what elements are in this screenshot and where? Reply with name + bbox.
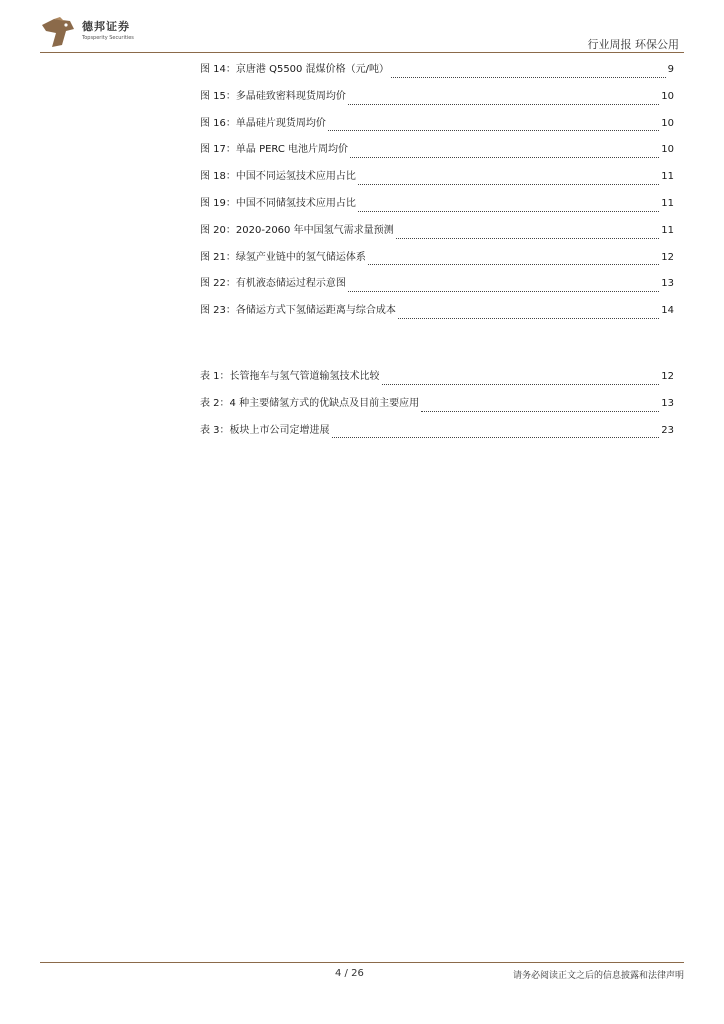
logo-mark-icon — [40, 15, 76, 51]
toc-entry-label: 图 20：2020-2060 年中国氢气需求量预测 — [200, 224, 394, 236]
toc-leader-dots — [348, 104, 659, 105]
toc-entry-label: 图 18：中国不同运氢技术应用占比 — [200, 171, 356, 183]
toc-entry[interactable] — [200, 114, 674, 141]
toc-entry[interactable] — [200, 140, 674, 167]
toc-leader-dots — [358, 184, 659, 185]
toc-entry[interactable] — [200, 367, 674, 394]
toc-entry-page: 11 — [661, 224, 674, 236]
toc-leader-dots — [368, 264, 659, 265]
toc-entry-label: 图 14：京唐港 Q5500 混煤价格（元/吨） — [200, 64, 389, 75]
toc-entry[interactable] — [200, 221, 674, 248]
toc-entry-label: 表 1：长管拖车与氢气管道输氢技术比较 — [200, 371, 380, 382]
toc-leader-dots — [382, 384, 660, 385]
toc-entry-page: 10 — [661, 117, 674, 129]
toc-entry-page: 9 — [667, 64, 674, 75]
toc-entry-page: 12 — [661, 251, 674, 263]
toc-leader-dots — [328, 130, 659, 131]
figure-list — [200, 60, 674, 328]
toc-entry[interactable] — [200, 87, 674, 114]
toc-entry-label: 图 19：中国不同储氢技术应用占比 — [200, 197, 356, 209]
toc-entry[interactable] — [200, 194, 674, 221]
table-list — [200, 367, 674, 447]
legal-disclaimer: 请务必阅读正文之后的信息披露和法律声明 — [512, 971, 684, 981]
toc-entry-label: 图 17：单晶 PERC 电池片周均价 — [200, 144, 349, 156]
toc-entry-label: 表 2：4 种主要储氢方式的优缺点及目前主要应用 — [200, 397, 420, 409]
toc-entry[interactable] — [200, 394, 674, 421]
brand-name-cn: 德邦证券 — [82, 20, 130, 33]
company-logo — [40, 15, 150, 51]
toc-entry-label: 图 22：有机液态储运过程示意图 — [200, 278, 346, 290]
toc-entry-label: 图 16：单晶硅片现货周均价 — [200, 117, 326, 129]
toc-entry-page: 10 — [661, 90, 674, 102]
page-number: 4 / 26 — [335, 968, 364, 979]
toc-leader-dots — [348, 291, 659, 292]
toc-entry-page: 23 — [661, 424, 674, 436]
toc-leader-dots — [398, 318, 659, 319]
report-tag: 行业周报 环保公用 — [587, 38, 679, 51]
toc-entry-page: 11 — [661, 171, 674, 183]
toc-entry[interactable] — [200, 60, 674, 87]
toc-entry-label: 图 21：绿氢产业链中的氢气储运体系 — [200, 251, 366, 263]
toc-leader-dots — [391, 77, 666, 78]
toc-entry-page: 10 — [661, 144, 674, 156]
toc-entry[interactable] — [200, 248, 674, 275]
toc-entry-label: 表 3：板块上市公司定增进展 — [200, 424, 330, 436]
toc-entry[interactable] — [200, 167, 674, 194]
header-divider — [40, 52, 684, 53]
toc-entry-label: 图 15：多晶硅致密料现货周均价 — [200, 90, 346, 102]
toc-entry[interactable] — [200, 421, 674, 448]
toc-leader-dots — [332, 437, 660, 438]
toc-entry[interactable] — [200, 301, 674, 328]
toc-entry-page: 11 — [661, 197, 674, 209]
toc-leader-dots — [396, 238, 660, 239]
toc-entry[interactable] — [200, 274, 674, 301]
toc-leader-dots — [421, 411, 659, 412]
toc-entry-page: 14 — [661, 305, 674, 317]
toc-entry-label: 图 23：各储运方式下氢储运距离与综合成本 — [200, 305, 396, 317]
toc-leader-dots — [358, 211, 659, 212]
toc-entry-page: 13 — [661, 278, 674, 290]
brand-name-en: Topsperity Securities — [82, 35, 134, 41]
toc-entry-page: 13 — [661, 397, 674, 409]
toc-entry-page: 12 — [661, 371, 674, 382]
footer-divider — [40, 962, 684, 963]
toc-leader-dots — [350, 157, 659, 158]
